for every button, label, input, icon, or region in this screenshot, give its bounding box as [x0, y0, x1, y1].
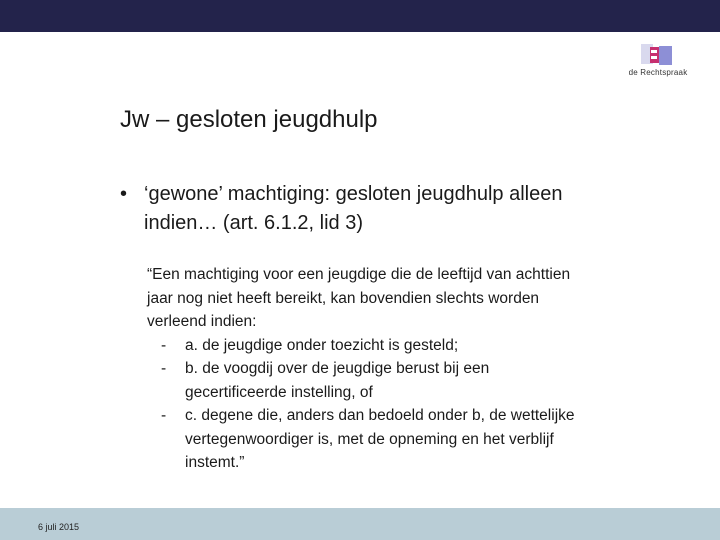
bullet-text: ‘gewone’ machtiging: gesloten jeugdhulp alleen indien… (art. 6.1.2, lid 3): [144, 183, 563, 234]
logo-text: de Rechtspraak: [628, 68, 688, 77]
list-item: [147, 357, 587, 404]
list-item-text: b. de voogdij over de jeugdige berust bij een gecertificeerde instelling, of: [185, 360, 490, 401]
dash-marker: -: [161, 336, 167, 354]
list-item: [147, 404, 587, 475]
footer-date: 6 juli 2015: [38, 522, 80, 532]
rechtspraak-logo: [618, 42, 698, 82]
top-banner: [0, 0, 720, 32]
slide-title: Jw – gesloten jeugdhulp: [120, 106, 378, 133]
list-item: [147, 334, 587, 358]
bottom-banner: [0, 508, 720, 540]
law-quote: [147, 263, 587, 475]
rechtspraak-logo-icon: [640, 42, 676, 68]
dash-marker: -: [161, 407, 167, 424]
quote-intro: “Een machtiging voor een jeugdige die de leeftijd van achttien jaar nog niet heeft bereikt, kan bovendien slechts worden verleend indien:: [147, 266, 571, 330]
dash-marker: -: [161, 360, 167, 377]
list-item-text: c. degene die, anders dan bedoeld onder b, de wettelijke vertegenwoordiger is, met de opneming en het verblijf instemt.”: [185, 407, 575, 471]
bullet-marker: •: [120, 183, 128, 205]
list-item-text: a. de jeugdige onder toezicht is gesteld;: [185, 336, 459, 354]
